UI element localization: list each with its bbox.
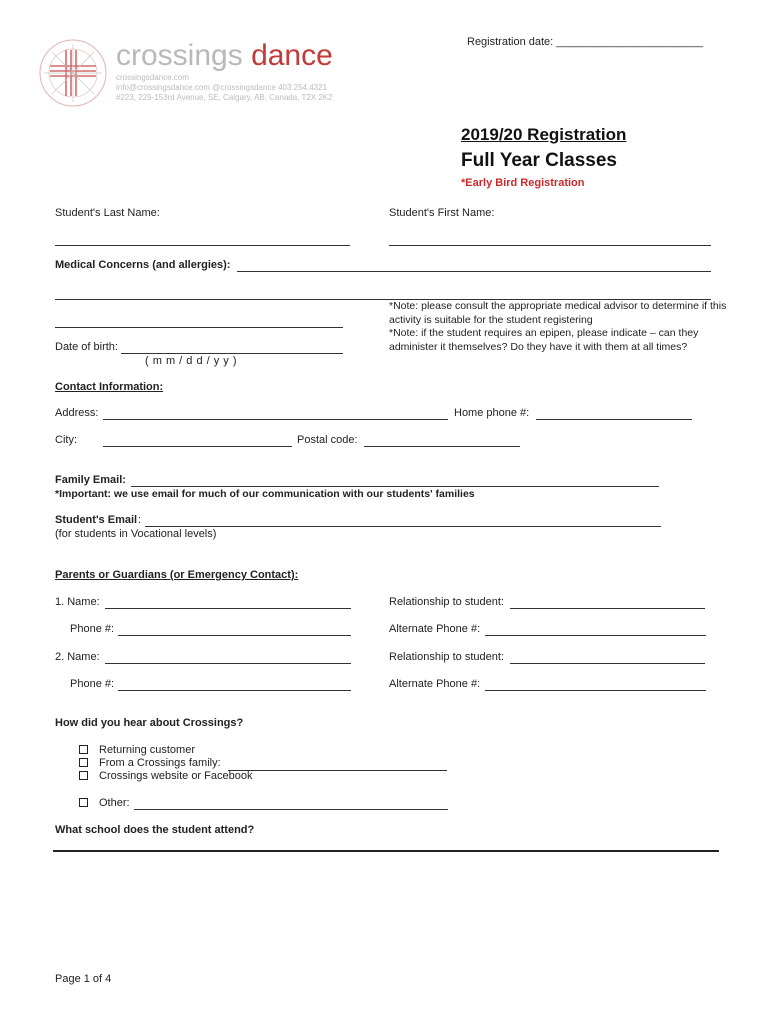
city-label: City: xyxy=(55,434,77,446)
guardian2-name-field[interactable] xyxy=(105,649,351,664)
logo-address: #223, 229-153rd Avenue, SE, Calgary, AB, Canada, T2X 2K2 xyxy=(116,93,333,102)
medical-note-2: *Note: if the student requires an epipen, please indicate – can they administer it themselves? Do they have it with them at all times? xyxy=(389,327,699,353)
title-early-bird: *Early Bird Registration xyxy=(461,177,585,189)
crossings-family-field[interactable] xyxy=(228,756,447,771)
dob-format-hint: ( m m / d d / y y ) xyxy=(145,355,238,367)
medical-concerns-label: Medical Concerns (and allergies): xyxy=(55,259,231,271)
logo-contact: info@crossingsdance.com @crossingsdance 403.254.4321 xyxy=(116,83,328,92)
guardian1-phone-label: Phone #: xyxy=(70,623,115,635)
address-field[interactable] xyxy=(103,405,448,420)
student-email-colon: : xyxy=(138,514,142,526)
medical-concerns-field-1[interactable] xyxy=(237,257,711,272)
guardian1-alt-phone-label: Alternate Phone #: xyxy=(389,623,481,635)
logo-website: crossingsdance.com xyxy=(116,73,189,82)
section-divider xyxy=(53,850,719,852)
option-crossings-family: From a Crossings family: xyxy=(99,757,221,769)
guardian2-relationship-field[interactable] xyxy=(510,649,705,664)
dob-field[interactable] xyxy=(121,339,343,354)
student-email-note: (for students in Vocational levels) xyxy=(55,528,217,540)
last-name-field[interactable] xyxy=(55,231,350,246)
guardian1-alt-phone-field[interactable] xyxy=(485,621,706,636)
logo-emblem-icon xyxy=(38,38,108,108)
home-phone-label: Home phone #: xyxy=(454,407,530,419)
logo-word-dance: dance xyxy=(251,39,333,72)
guardian1-name-label: 1. Name: xyxy=(55,596,100,608)
student-email-field[interactable] xyxy=(145,512,661,527)
other-field[interactable] xyxy=(134,795,448,810)
postal-code-field[interactable] xyxy=(364,432,520,447)
guardian1-name-field[interactable] xyxy=(105,594,351,609)
guardian2-alt-phone-label: Alternate Phone #: xyxy=(389,678,481,690)
home-phone-field[interactable] xyxy=(536,405,692,420)
student-email-label: Student's Email xyxy=(55,514,138,526)
logo-word-crossings: crossings xyxy=(116,39,243,72)
hear-question: How did you hear about Crossings? xyxy=(55,717,244,729)
postal-code-label: Postal code: xyxy=(297,434,358,446)
guardian2-phone-label: Phone #: xyxy=(70,678,115,690)
family-email-field[interactable] xyxy=(131,472,659,487)
guardian1-relationship-field[interactable] xyxy=(510,594,705,609)
guardian2-name-label: 2. Name: xyxy=(55,651,100,663)
first-name-label: Student's First Name: xyxy=(389,207,495,219)
option-website-facebook: Crossings website or Facebook xyxy=(99,770,253,782)
guardian2-alt-phone-field[interactable] xyxy=(485,676,706,691)
school-question: What school does the student attend? xyxy=(55,824,255,836)
guardian2-relationship-label: Relationship to student: xyxy=(389,651,504,663)
city-field[interactable] xyxy=(103,432,292,447)
medical-note-1: *Note: please consult the appropriate medical advisor to determine if this activity is suitable for the student registering xyxy=(389,300,727,326)
dob-label: Date of birth: xyxy=(55,341,118,353)
medical-concerns-field-2[interactable] xyxy=(55,285,711,300)
page-number: Page 1 of 4 xyxy=(55,973,112,985)
logo-wordmark xyxy=(116,40,333,72)
registration-date-label: Registration date: ________________________ xyxy=(467,36,704,48)
option-other: Other: xyxy=(99,797,130,809)
checkbox-crossings-family[interactable] xyxy=(79,758,88,767)
crossings-logo xyxy=(38,38,108,108)
last-name-label: Student's Last Name: xyxy=(55,207,160,219)
checkbox-returning-customer[interactable] xyxy=(79,745,88,754)
first-name-field[interactable] xyxy=(389,231,711,246)
guardian1-relationship-label: Relationship to student: xyxy=(389,596,504,608)
medical-concerns-field-3[interactable] xyxy=(55,313,343,328)
option-returning-customer: Returning customer xyxy=(99,744,195,756)
contact-heading: Contact Information: xyxy=(55,381,164,393)
address-label: Address: xyxy=(55,407,99,419)
guardian2-phone-field[interactable] xyxy=(118,676,351,691)
guardian1-phone-field[interactable] xyxy=(118,621,351,636)
guardians-heading: Parents or Guardians (or Emergency Contact): xyxy=(55,569,299,581)
checkbox-website-facebook[interactable] xyxy=(79,771,88,780)
family-email-note: *Important: we use email for much of our communication with our students' families xyxy=(55,488,475,500)
checkbox-other[interactable] xyxy=(79,798,88,807)
family-email-label: Family Email: xyxy=(55,474,126,486)
title-full-year: Full Year Classes xyxy=(461,150,617,171)
title-registration: 2019/20 Registration xyxy=(461,125,627,144)
